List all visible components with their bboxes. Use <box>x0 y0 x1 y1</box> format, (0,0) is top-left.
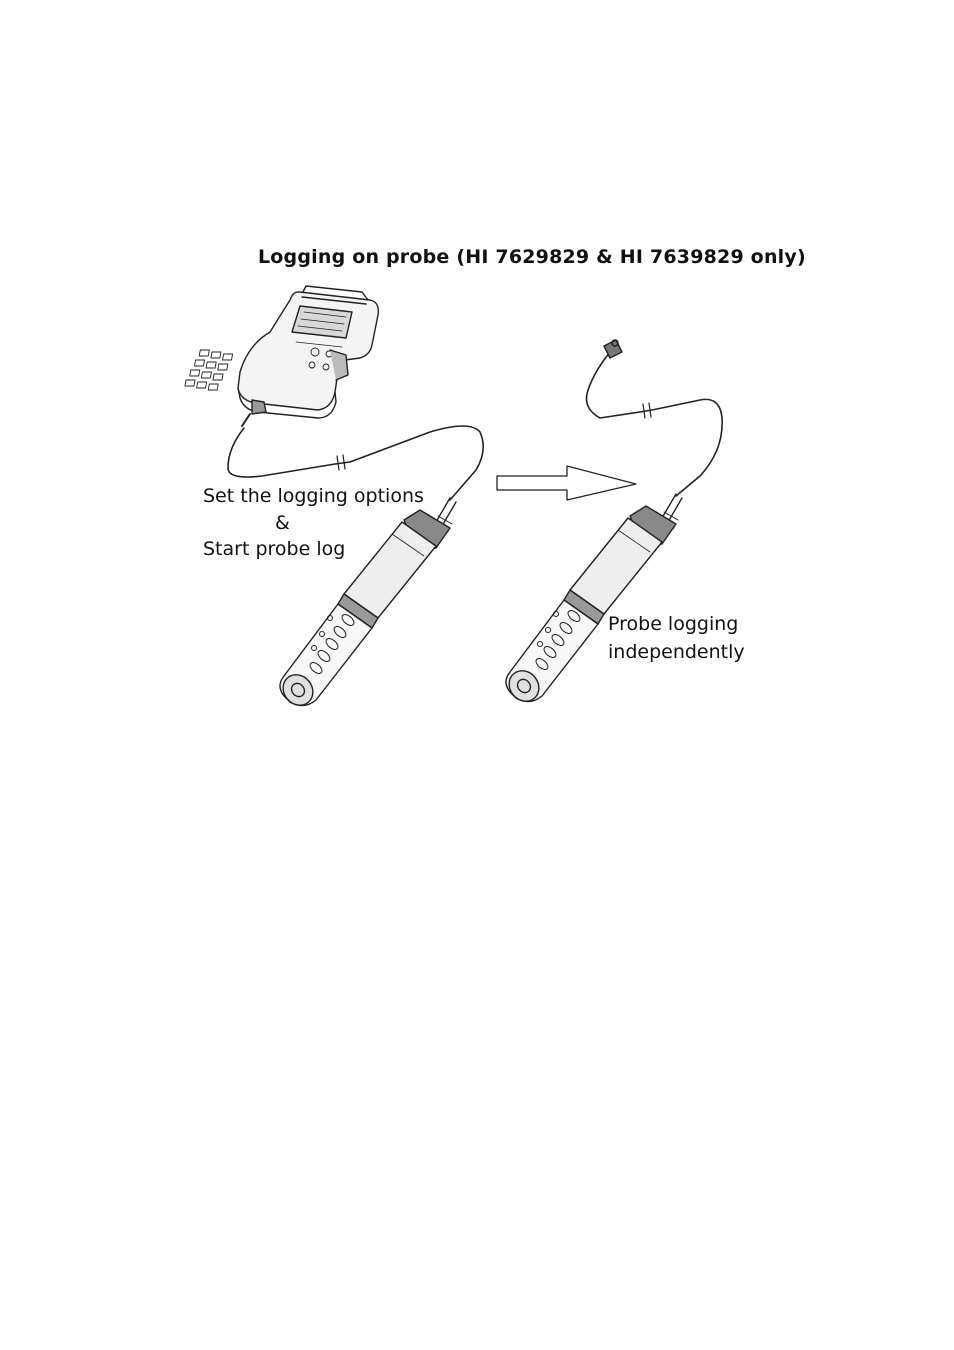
cable-right <box>587 352 723 496</box>
probe-icon <box>503 494 682 707</box>
independently-label: independently <box>608 641 745 663</box>
probe-logging-label: Probe logging <box>608 613 739 635</box>
right-arrow-icon <box>497 466 636 500</box>
handheld-meter-icon <box>185 286 378 426</box>
page-title: Logging on probe (HI 7629829 & HI 7639829 only) <box>258 246 806 268</box>
start-probe-log-label: Start probe log <box>203 538 346 560</box>
probe-icon <box>277 498 456 711</box>
set-logging-options-label: Set the logging options <box>203 485 424 507</box>
ampersand-label: & <box>275 512 290 534</box>
